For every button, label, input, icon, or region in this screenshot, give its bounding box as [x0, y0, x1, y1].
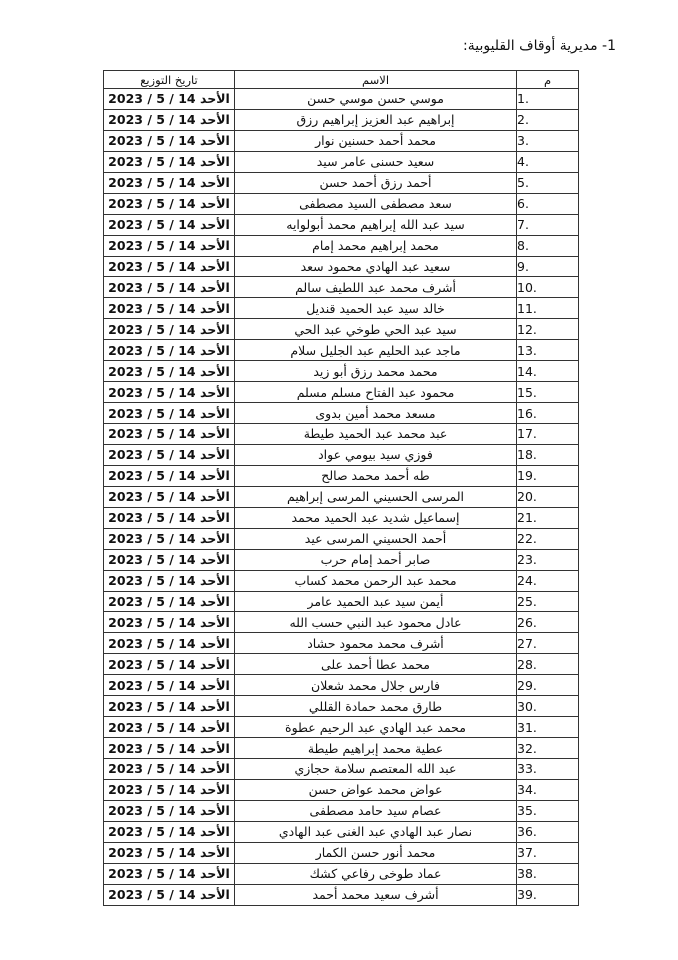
row-date: الأحد 14 / 5 / 2023: [104, 821, 235, 842]
row-name: سعد مصطفى السيد مصطفى: [235, 193, 517, 214]
row-number: [517, 800, 579, 821]
row-number-text: 36.: [517, 824, 537, 840]
row-number: [517, 382, 579, 403]
row-name: أشرف محمد محمود حشاد: [235, 633, 517, 654]
row-date: الأحد 14 / 5 / 2023: [104, 717, 235, 738]
row-number: [517, 214, 579, 235]
row-number-text: 2.: [517, 112, 529, 128]
row-date: الأحد 14 / 5 / 2023: [104, 340, 235, 361]
header-num: م: [517, 71, 579, 89]
row-date: الأحد 14 / 5 / 2023: [104, 465, 235, 486]
row-number-text: 13.: [517, 342, 537, 358]
row-date: الأحد 14 / 5 / 2023: [104, 361, 235, 382]
row-number-text: 12.: [517, 321, 537, 337]
row-date: الأحد 14 / 5 / 2023: [104, 193, 235, 214]
table-row: [104, 256, 579, 277]
row-number: [517, 235, 579, 256]
table-row: [104, 675, 579, 696]
row-number-text: 29.: [517, 677, 537, 693]
row-name: محمد محمد رزق أبو زيد: [235, 361, 517, 382]
row-number: [517, 863, 579, 884]
table-row: [104, 717, 579, 738]
table-row: [104, 277, 579, 298]
row-number-text: 5.: [517, 175, 529, 191]
row-number: [517, 340, 579, 361]
row-date: الأحد 14 / 5 / 2023: [104, 403, 235, 424]
row-number: [517, 717, 579, 738]
row-date: الأحد 14 / 5 / 2023: [104, 130, 235, 151]
row-number-text: 16.: [517, 405, 537, 421]
row-name: إبراهيم عبد العزيز إبراهيم رزق: [235, 109, 517, 130]
row-name: أحمد الحسيني المرسى عيد: [235, 528, 517, 549]
table-row: [104, 821, 579, 842]
row-number: [517, 172, 579, 193]
header-date: تاريخ التوزيع: [104, 71, 235, 89]
row-number-text: 7.: [517, 217, 529, 233]
distribution-table: [103, 70, 579, 906]
row-number-text: 24.: [517, 573, 537, 589]
row-number-text: 21.: [517, 510, 537, 526]
table-row: [104, 507, 579, 528]
row-name: عادل محمود عبد النبي حسب الله: [235, 612, 517, 633]
row-date: الأحد 14 / 5 / 2023: [104, 109, 235, 130]
table-row: [104, 340, 579, 361]
table-row: [104, 403, 579, 424]
table-row: [104, 424, 579, 445]
row-number-text: 32.: [517, 740, 537, 756]
row-name: سعيد عبد الهادي محمود سعد: [235, 256, 517, 277]
row-number-text: 11.: [517, 300, 537, 316]
row-number: [517, 403, 579, 424]
row-name: محمد عبد الرحمن محمد كساب: [235, 570, 517, 591]
table-row: [104, 528, 579, 549]
row-number-text: 34.: [517, 782, 537, 798]
row-name: عصام سيد حامد مصطفى: [235, 800, 517, 821]
row-date: الأحد 14 / 5 / 2023: [104, 444, 235, 465]
row-number: [517, 884, 579, 905]
row-date: الأحد 14 / 5 / 2023: [104, 507, 235, 528]
row-date: الأحد 14 / 5 / 2023: [104, 214, 235, 235]
row-name: عواض محمد عواض حسن: [235, 779, 517, 800]
row-date: الأحد 14 / 5 / 2023: [104, 172, 235, 193]
row-number: [517, 654, 579, 675]
row-date: الأحد 14 / 5 / 2023: [104, 863, 235, 884]
row-number-text: 1.: [517, 91, 529, 107]
row-name: محمد عطا أحمد على: [235, 654, 517, 675]
row-date: الأحد 14 / 5 / 2023: [104, 675, 235, 696]
row-number: [517, 424, 579, 445]
row-date: الأحد 14 / 5 / 2023: [104, 633, 235, 654]
row-number: [517, 298, 579, 319]
table-row: [104, 612, 579, 633]
row-date: الأحد 14 / 5 / 2023: [104, 528, 235, 549]
row-date: الأحد 14 / 5 / 2023: [104, 235, 235, 256]
row-date: الأحد 14 / 5 / 2023: [104, 570, 235, 591]
table-row: [104, 465, 579, 486]
row-name: مسعد محمد أمين بدوى: [235, 403, 517, 424]
row-number-text: 8.: [517, 238, 529, 254]
table-row: [104, 298, 579, 319]
row-date: الأحد 14 / 5 / 2023: [104, 549, 235, 570]
row-number: [517, 549, 579, 570]
row-name: أشرف محمد عبد اللطيف سالم: [235, 277, 517, 298]
row-number: [517, 109, 579, 130]
row-number-text: 35.: [517, 803, 537, 819]
row-number-text: 6.: [517, 196, 529, 212]
table-row: [104, 884, 579, 905]
row-date: الأحد 14 / 5 / 2023: [104, 298, 235, 319]
row-number-text: 30.: [517, 698, 537, 714]
table-body: [104, 89, 579, 906]
row-name: المرسى الحسيني المرسى إبراهيم: [235, 486, 517, 507]
row-name: محمد إبراهيم محمد إمام: [235, 235, 517, 256]
row-date: الأحد 14 / 5 / 2023: [104, 842, 235, 863]
row-name: خالد سيد عبد الحميد قنديل: [235, 298, 517, 319]
table-row: [104, 130, 579, 151]
row-name: طه أحمد محمد صالح: [235, 465, 517, 486]
row-name: موسي حسن موسي حسن: [235, 89, 517, 110]
row-name: ماجد عبد الحليم عبد الجليل سلام: [235, 340, 517, 361]
row-number-text: 37.: [517, 845, 537, 861]
table-row: [104, 800, 579, 821]
row-number-text: 25.: [517, 593, 537, 609]
table-row: [104, 444, 579, 465]
table-row: [104, 89, 579, 110]
table-row: [104, 172, 579, 193]
table-row: [104, 361, 579, 382]
row-date: الأحد 14 / 5 / 2023: [104, 654, 235, 675]
row-date: الأحد 14 / 5 / 2023: [104, 800, 235, 821]
row-name: محمد أنور حسن الكمار: [235, 842, 517, 863]
table-row: [104, 842, 579, 863]
row-number: [517, 528, 579, 549]
row-name: أحمد رزق أحمد حسن: [235, 172, 517, 193]
row-number: [517, 738, 579, 759]
row-number-text: 14.: [517, 363, 537, 379]
row-number-text: 9.: [517, 258, 529, 274]
row-name: سعيد حسنى عامر سيد: [235, 151, 517, 172]
row-number-text: 10.: [517, 279, 537, 295]
row-name: عبد محمد عبد الحميد طيطة: [235, 424, 517, 445]
row-number: [517, 361, 579, 382]
row-name: صابر أحمد إمام حرب: [235, 549, 517, 570]
table-row: [104, 863, 579, 884]
row-number-text: 38.: [517, 866, 537, 882]
row-number-text: 28.: [517, 656, 537, 672]
row-name: عطية محمد إبراهيم طيطة: [235, 738, 517, 759]
table-row: [104, 738, 579, 759]
row-date: الأحد 14 / 5 / 2023: [104, 486, 235, 507]
row-number-text: 22.: [517, 531, 537, 547]
table-row: [104, 759, 579, 780]
row-date: الأحد 14 / 5 / 2023: [104, 591, 235, 612]
row-name: سيد عبد الحي طوخي عبد الحي: [235, 319, 517, 340]
row-number: [517, 444, 579, 465]
table-row: [104, 591, 579, 612]
row-number: [517, 842, 579, 863]
row-number: [517, 130, 579, 151]
row-number-text: 17.: [517, 426, 537, 442]
table-row: [104, 570, 579, 591]
row-number-text: 3.: [517, 133, 529, 149]
table-row: [104, 382, 579, 403]
row-number: [517, 277, 579, 298]
row-number: [517, 570, 579, 591]
table-row: [104, 486, 579, 507]
row-number-text: 19.: [517, 468, 537, 484]
row-name: طارق محمد حمادة القللي: [235, 696, 517, 717]
table-row: [104, 779, 579, 800]
row-number: [517, 256, 579, 277]
row-date: الأحد 14 / 5 / 2023: [104, 382, 235, 403]
row-date: الأحد 14 / 5 / 2023: [104, 89, 235, 110]
row-name: أشرف سعيد محمد أحمد: [235, 884, 517, 905]
row-number: [517, 696, 579, 717]
row-number: [517, 779, 579, 800]
row-name: إسماعيل شديد عبد الحميد محمد: [235, 507, 517, 528]
table-row: [104, 214, 579, 235]
row-number-text: 39.: [517, 887, 537, 903]
row-date: الأحد 14 / 5 / 2023: [104, 319, 235, 340]
row-number-text: 31.: [517, 719, 537, 735]
row-date: الأحد 14 / 5 / 2023: [104, 424, 235, 445]
row-number: [517, 507, 579, 528]
table-row: [104, 193, 579, 214]
header-name: الاسم: [235, 71, 517, 89]
row-date: الأحد 14 / 5 / 2023: [104, 696, 235, 717]
row-number: [517, 193, 579, 214]
table-row: [104, 549, 579, 570]
row-number-text: 20.: [517, 489, 537, 505]
row-name: أيمن سيد عبد الحميد عامر: [235, 591, 517, 612]
table-row: [104, 109, 579, 130]
row-number: [517, 319, 579, 340]
row-name: محمد أحمد حسنين نوار: [235, 130, 517, 151]
row-name: عبد الله المعتصم سلامة حجازي: [235, 759, 517, 780]
row-date: الأحد 14 / 5 / 2023: [104, 884, 235, 905]
row-date: الأحد 14 / 5 / 2023: [104, 256, 235, 277]
row-number-text: 15.: [517, 384, 537, 400]
row-number-text: 26.: [517, 614, 537, 630]
row-number-text: 27.: [517, 635, 537, 651]
table-row: [104, 654, 579, 675]
row-number: [517, 759, 579, 780]
row-name: سيد عبد الله إبراهيم محمد أبولوايه: [235, 214, 517, 235]
row-name: محمد عبد الهادي عبد الرحيم عطوة: [235, 717, 517, 738]
row-date: الأحد 14 / 5 / 2023: [104, 612, 235, 633]
row-number: [517, 675, 579, 696]
row-number-text: 4.: [517, 154, 529, 170]
row-number-text: 18.: [517, 447, 537, 463]
table-row: [104, 633, 579, 654]
row-date: الأحد 14 / 5 / 2023: [104, 151, 235, 172]
row-number: [517, 89, 579, 110]
row-number: [517, 151, 579, 172]
row-number-text: 33.: [517, 761, 537, 777]
row-number: [517, 465, 579, 486]
row-name: محمود عبد الفتاح مسلم مسلم: [235, 382, 517, 403]
row-number: [517, 591, 579, 612]
table-row: [104, 319, 579, 340]
table-row: [104, 696, 579, 717]
row-number: [517, 821, 579, 842]
table-row: [104, 151, 579, 172]
row-name: نصار عبد الهادي عبد الغنى عبد الهادي: [235, 821, 517, 842]
row-number: [517, 612, 579, 633]
row-number-text: 23.: [517, 552, 537, 568]
row-number: [517, 633, 579, 654]
table-row: [104, 235, 579, 256]
section-heading: 1- مديرية أوقاف القليوبية:: [463, 38, 616, 54]
row-name: عماد طوخى رفاعي كشك: [235, 863, 517, 884]
row-number: [517, 486, 579, 507]
row-date: الأحد 14 / 5 / 2023: [104, 277, 235, 298]
row-name: فوزي سيد بيومي عواد: [235, 444, 517, 465]
row-name: فارس جلال محمد شعلان: [235, 675, 517, 696]
row-date: الأحد 14 / 5 / 2023: [104, 759, 235, 780]
row-date: الأحد 14 / 5 / 2023: [104, 738, 235, 759]
table-header-row: [104, 71, 579, 89]
row-date: الأحد 14 / 5 / 2023: [104, 779, 235, 800]
